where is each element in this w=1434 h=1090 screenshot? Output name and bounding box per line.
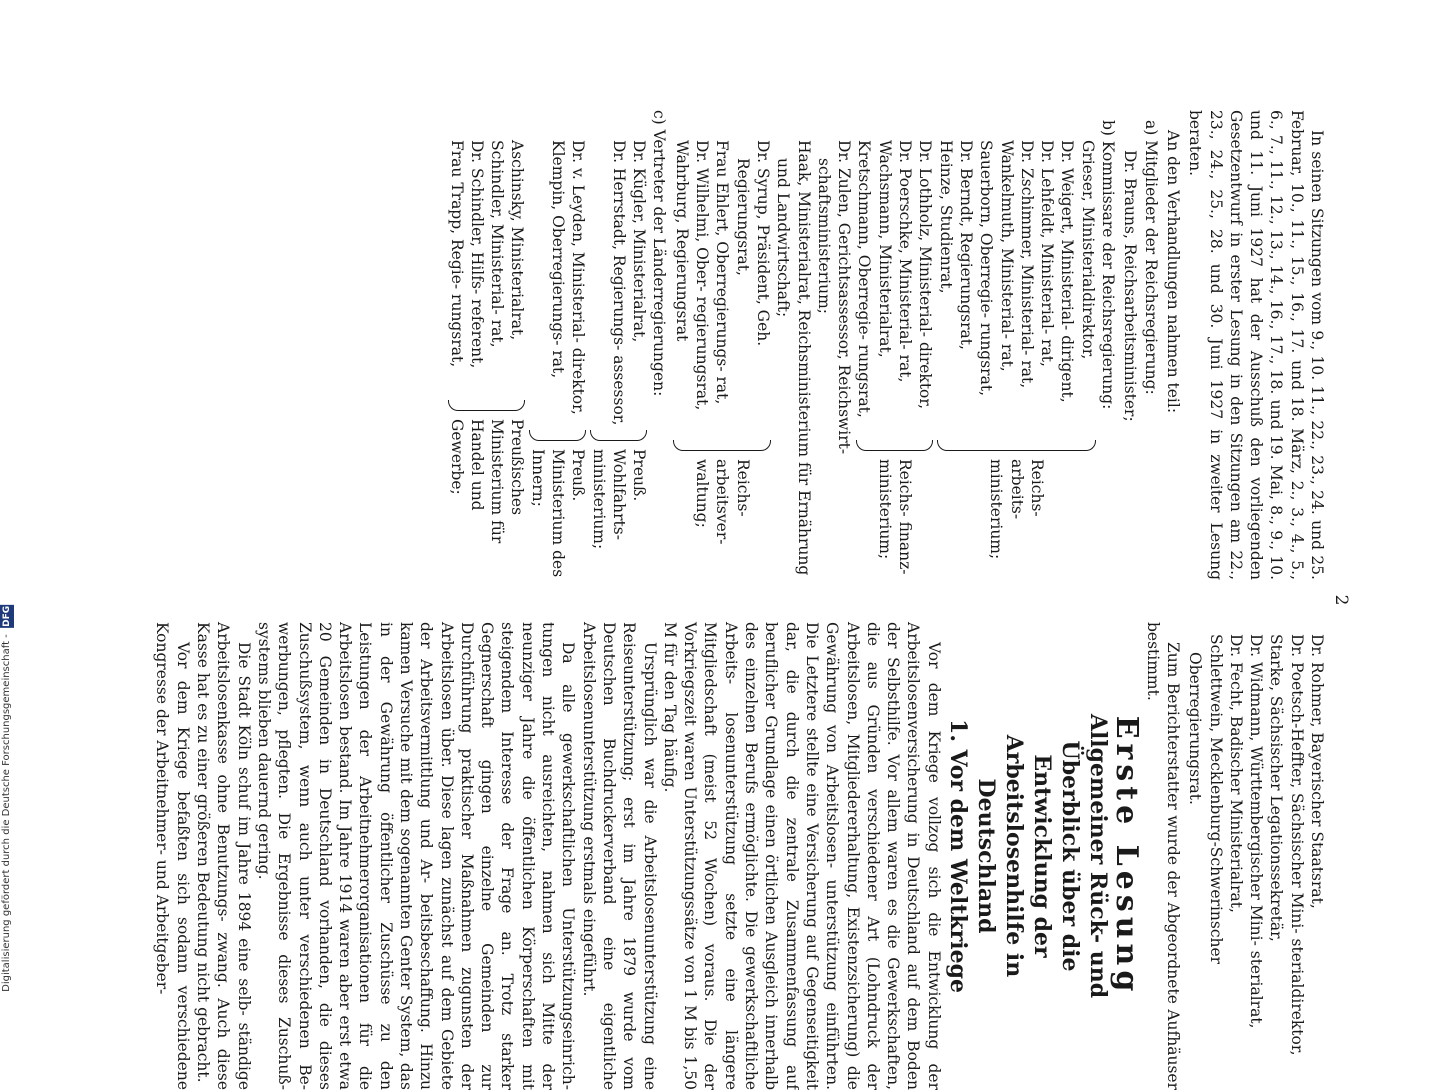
digitization-text: Digitalisierung gefördert durch die Deutsche Forschungsgemeinschaft - [1, 634, 12, 992]
list-item: Schindler, Ministerial- rat, [488, 140, 507, 348]
brace [590, 430, 647, 441]
list-item: Dr. Widmann, Württembergischer Mini- sterialrat, [1247, 634, 1266, 1029]
page-number: 2 [1331, 594, 1351, 606]
paragraph: Vor dem Kriege vollzog sich die Entwicklung der Arbeitslosenversicherung in Deutschland auf dem Boden der Selbsthilfe. Vor allem waren es die Gewerkschaften, die aus Gründen verschiedener Art (Lohndruck der Arbeitslosen, Mitgliedererhaltung, Existenzsicherung) die Gewährung von Arbeitslosen- unterstützung einführten. Die Letztere stellte eine Versicherung auf Gegenseitigkeit dar, die durch die zentrale Zusammenfassung auf beruflicher Grundlage einen örtlichen Ausgleich innerhalb des einzelnen Berufs ermöglichte. Die gewerkschaftliche Arbeits- losenunterstützung setzte eine längere Mitgliedschaft (meist 52 Wochen) voraus. Die der Vorkriegszeit waren Unterstützungssätze von 1 M bis 1,50 M für den Tag häufig. [660, 622, 943, 1090]
right-column [152, 622, 1327, 1090]
list-item: Wahrburg, Regierungsrat [672, 140, 691, 342]
list-item: Dr. Syrup, Präsident, Geh. Regierungsrat, [733, 140, 772, 347]
paragraph: Da alle gewerkschaftlichen Unterstützungseinrich- tungen nicht ausreichten, nahmen sich Mitte der neunziger Jahre die öffentlichen Körperschaften mit steigendem Interesse der Frage an. Trotz starker Gegnerschaft gingen einzelne Gemeinden zur Durchführung praktischer Maßnahmen zugunsten der Arbeitslosen über. Diese lagen zunächst auf dem Gebiete der Arbeitsvermittlung und Ar- beitsbeschaffung. Hinzu kamen Versuche mit dem sogenannten Genter System, das in der Gewährung öffentlicher Zuschüsse zu den Leistungen der Arbeitnehmerorganisationen für die Arbeitslosen bestand. Im Jahre 1914 waren aber erst etwa 20 Gemeinden in Deutschland vorhanden, die dieses Zuschußsystem, wenn auch unter verschiedenen Be- werbungen, pflegten. Die Ergebnisse dieses Zuschuß- systems blieben dauernd gering. [254, 622, 578, 1090]
list-item: Heinze, Studienrat, [936, 140, 955, 294]
group-names [935, 140, 1097, 440]
group-wohlfahrtsministerium [588, 110, 649, 580]
scanned-page [27, 110, 1351, 1090]
list-item: Dr. Rohmer, Bayerischer Staatsrat, [1308, 634, 1326, 909]
reporter-line: Zum Berichterstatter wurde der Abgeordnete Aufhäuser bestimmt. [1143, 622, 1182, 1090]
group-names [527, 140, 588, 430]
list-item: Aschinsky, Ministerialrat, [508, 140, 527, 341]
list-item: Dr. Poerschke, Ministerial- rat, [896, 140, 915, 383]
list-item: Dr. Lehfeldt, Ministerial- rat, [1038, 140, 1057, 367]
list-item: Dr. Weigert, Ministerial- dirigent, [1058, 140, 1077, 403]
group-names [446, 140, 527, 400]
brace [937, 440, 1095, 451]
group-reichsarbeitsministerium [935, 110, 1097, 580]
participants-line: An den Verhandlungen nahmen teil: [1163, 130, 1182, 414]
brace [674, 440, 771, 451]
heading-main: Erste Lesung [1109, 715, 1145, 997]
list-item: Dr. Zschimmer, Ministerial- rat, [1017, 140, 1036, 389]
paragraph: Vor dem Kriege befaßten sich sodann verschiedene Kongresse der Arbeitnehmer- und Arbeitgeber- [153, 622, 192, 1090]
list-item: Dr. v. Leyden, Ministerial- direktor, [569, 140, 588, 415]
department-label: Preuß. Ministerium des Innern; [528, 449, 588, 578]
dfg-logo: DFG [2, 606, 12, 628]
list-item: Wankelmuth, Ministerial- rat, [997, 140, 1016, 372]
brace [448, 400, 525, 411]
group-handelsministerium [446, 110, 527, 580]
section-a-title: a) Mitglieder der Reichsregierung: [1141, 120, 1160, 395]
heading-sub: Allgemeiner Rück- und Überblick über die Entwicklung der Arbeitslosenhilfe in Deutschland [973, 713, 1112, 999]
brace [529, 430, 586, 441]
list-item: Dr. Berndt, Regierungsrat, [956, 140, 975, 350]
list-item: Dr. Schindler, Hilfs- referent, [467, 140, 486, 369]
list-item: Starke, Sächsischer Legationssekretär, [1267, 634, 1286, 942]
list-item: Dr. Zulen, Gerichtsassessor, Reichswirt- schaftsministerium; [814, 140, 854, 455]
department-label: Preußisches Ministerium für Handel und Gewerbe; [447, 419, 527, 544]
section-b-title: b) Kommissare der Reichsregierung: [1099, 120, 1118, 410]
group-names [588, 140, 649, 430]
list-item: Dr. Lothholz, Ministerial- direktor, [916, 140, 935, 410]
group-names [672, 140, 773, 440]
department-label: Reichs- arbeits- ministerium; [987, 459, 1046, 560]
list-item: Sauerborn, Oberregie- rungsrat, [977, 140, 996, 396]
department-label: Reichs- arbeitsver- waltung; [693, 459, 752, 545]
department-label: Preuß. Wohlfahrts- ministerium; [589, 449, 649, 550]
department-label: Reichs- finanz- ministerium; [875, 459, 915, 575]
group-reichsarbeitsverwaltung [672, 110, 773, 580]
list-item: Dr. Kügler, Ministerialrat, [630, 140, 649, 343]
paragraph: Die Stadt Köln schuf im Jahre 1894 eine selb- ständige Arbeitslosenkasse ohne Benutzungs- zwang. Auch diese Kasse hat es zu einer größeren Bedeutung nicht gebracht. [194, 622, 253, 1090]
section-a-text: Dr. Brauns, Reichsarbeitsminister; [1121, 150, 1140, 422]
section-c-title: c) Vertreter der Länderregierungen: [650, 110, 669, 397]
paragraph: Ursprünglich war die Arbeitslosenunterstützung eine Reiseunterstützung; erst im Jahre 1879 wurde vom Deutschen Buchdruckerverband eine eigentliche Arbeitslosenunterstützung erstmals eingeführt. [579, 622, 659, 1090]
list-item: Grieser, Ministerialdirektor, [1078, 140, 1097, 360]
list-item: Wachsmann, Ministerialrat, [875, 140, 894, 358]
list-item: Schlettwein, Mecklenburg-Schwerinscher Oberregierungsrat. [1186, 634, 1225, 965]
group-reichsfinanzministerium [854, 110, 935, 580]
list-item: Frau Ehlert, Oberregierungs- rat, [713, 140, 732, 405]
list-item: Dr. Herrstadt, Regierungs- assessor, [609, 140, 628, 426]
list-item: Dr. Wilhelmi, Ober- regierungsrat, [693, 140, 712, 411]
list-item: Haak, Ministerialrat, Reichsministerium für Ernährung und Landwirtschaft; [774, 140, 813, 576]
list-item: Klempin, Oberregierungs- rat, [549, 140, 568, 379]
digitization-note [0, 605, 14, 992]
group-names [854, 140, 935, 440]
left-column [446, 110, 1327, 580]
group-ministerium-des-innern [527, 110, 588, 580]
list-item: Dr. Poetsch-Heffter, Sächsischer Mini- sterialdirektor, [1287, 634, 1306, 1056]
list-item: Dr. Fecht, Badischer Ministerialrat, [1226, 634, 1245, 913]
list-item: Frau Trapp, Regie- rungsrat, [447, 140, 466, 368]
brace [856, 440, 933, 451]
intro-paragraph: In seinen Sitzungen vom 9., 10. 11., 22., 23., 24. und 25. Februar, 10., 11., 15., 16., 17. und 18. März, 2., 3., 4., 5., 6., 7., 11., 12., 13., 14., 16., 17., 18. und 19. Mai, 8., 9., 10. und 11. Juni 1927 hat der Ausschuß den vorliegenden Gesetzentwurf in erster Lesung in den Sitzungen am 22., 23., 24., 25., 28. und 30. Juni 1927 in zweiter Lesung beraten. [1186, 110, 1326, 580]
list-item: Kretschmann, Oberregie- rungsrat, [855, 140, 874, 418]
heading-section: 1. Vor dem Weltkriege [945, 719, 972, 993]
